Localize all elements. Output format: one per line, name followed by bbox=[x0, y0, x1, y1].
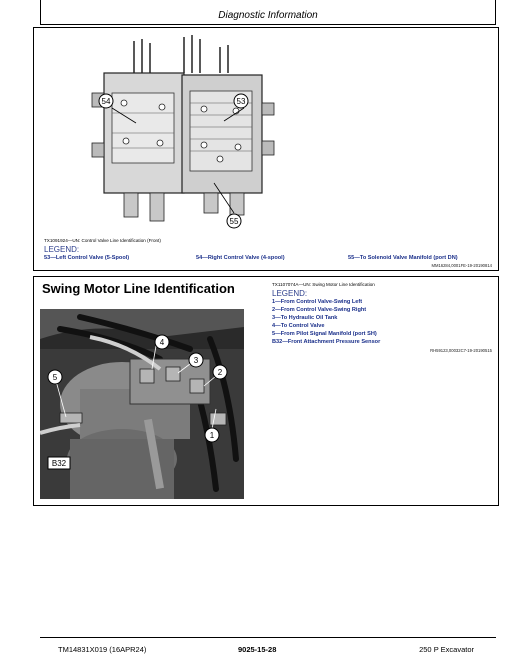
figure1-legend-title: LEGEND: bbox=[44, 245, 80, 254]
callout-54: 54 bbox=[101, 97, 111, 106]
figure2-legend-item-3: 3—To Hydraulic Oil Tank bbox=[272, 315, 338, 321]
figure1-legend-item-55: 55—To Solenoid Valve Manifold (port DN) bbox=[348, 255, 458, 261]
figure2-legend-item-1: 1—From Control Valve-Swing Left bbox=[272, 299, 363, 305]
callout-5: 5 bbox=[52, 373, 58, 382]
footer-page-number: 9025-15-28 bbox=[238, 645, 277, 654]
figure2-ref-code: RH59123,00032C7-19-20190515 bbox=[430, 348, 492, 353]
callout-2: 2 bbox=[217, 368, 223, 377]
section-title: Swing Motor Line Identification bbox=[42, 281, 235, 296]
figure2-legend-item-b32: B32—Front Attachment Pressure Sensor bbox=[272, 339, 381, 345]
figure2-legend-item-4: 4—To Control Valve bbox=[272, 323, 325, 329]
figure2-legend-item-2: 2—From Control Valve-Swing Right bbox=[272, 307, 367, 313]
figure2-legend-item-5: 5—From Pilot Signal Manifold (port SH) bbox=[272, 331, 377, 337]
callout-4: 4 bbox=[159, 338, 165, 347]
page-header-title: Diagnostic Information bbox=[218, 10, 318, 21]
swing-motor-section-panel bbox=[33, 276, 499, 506]
figure1-legend-item-53: 53—Left Control Valve (5-Spool) bbox=[44, 255, 130, 261]
figure2-legend-title: LEGEND: bbox=[272, 289, 308, 298]
callout-3: 3 bbox=[193, 356, 199, 365]
control-valve-figure-panel bbox=[33, 27, 499, 271]
callout-1: 1 bbox=[209, 431, 215, 440]
control-valve-illustration bbox=[64, 33, 284, 233]
page-footer bbox=[40, 637, 496, 659]
callout-53: 53 bbox=[236, 97, 246, 106]
figure1-legend-item-54: 54—Right Control Valve (4-spool) bbox=[196, 255, 285, 261]
footer-model: 250 P Excavator bbox=[419, 645, 474, 654]
callout-b32: B32 bbox=[51, 459, 67, 468]
figure2-caption-id: TX1107074A—UN: Swing Motor Line Identification bbox=[272, 282, 375, 287]
footer-doc-id: TM14831X019 (16APR24) bbox=[58, 645, 147, 654]
figure1-ref-code: MM16284,0001FE-19-20190814 bbox=[431, 263, 492, 268]
swing-motor-photo bbox=[40, 309, 244, 499]
header-frame bbox=[40, 0, 496, 25]
callout-55: 55 bbox=[229, 217, 239, 226]
figure1-caption-id: TX1091924—UN: Control Valve Line Identification (Front) bbox=[44, 238, 161, 243]
